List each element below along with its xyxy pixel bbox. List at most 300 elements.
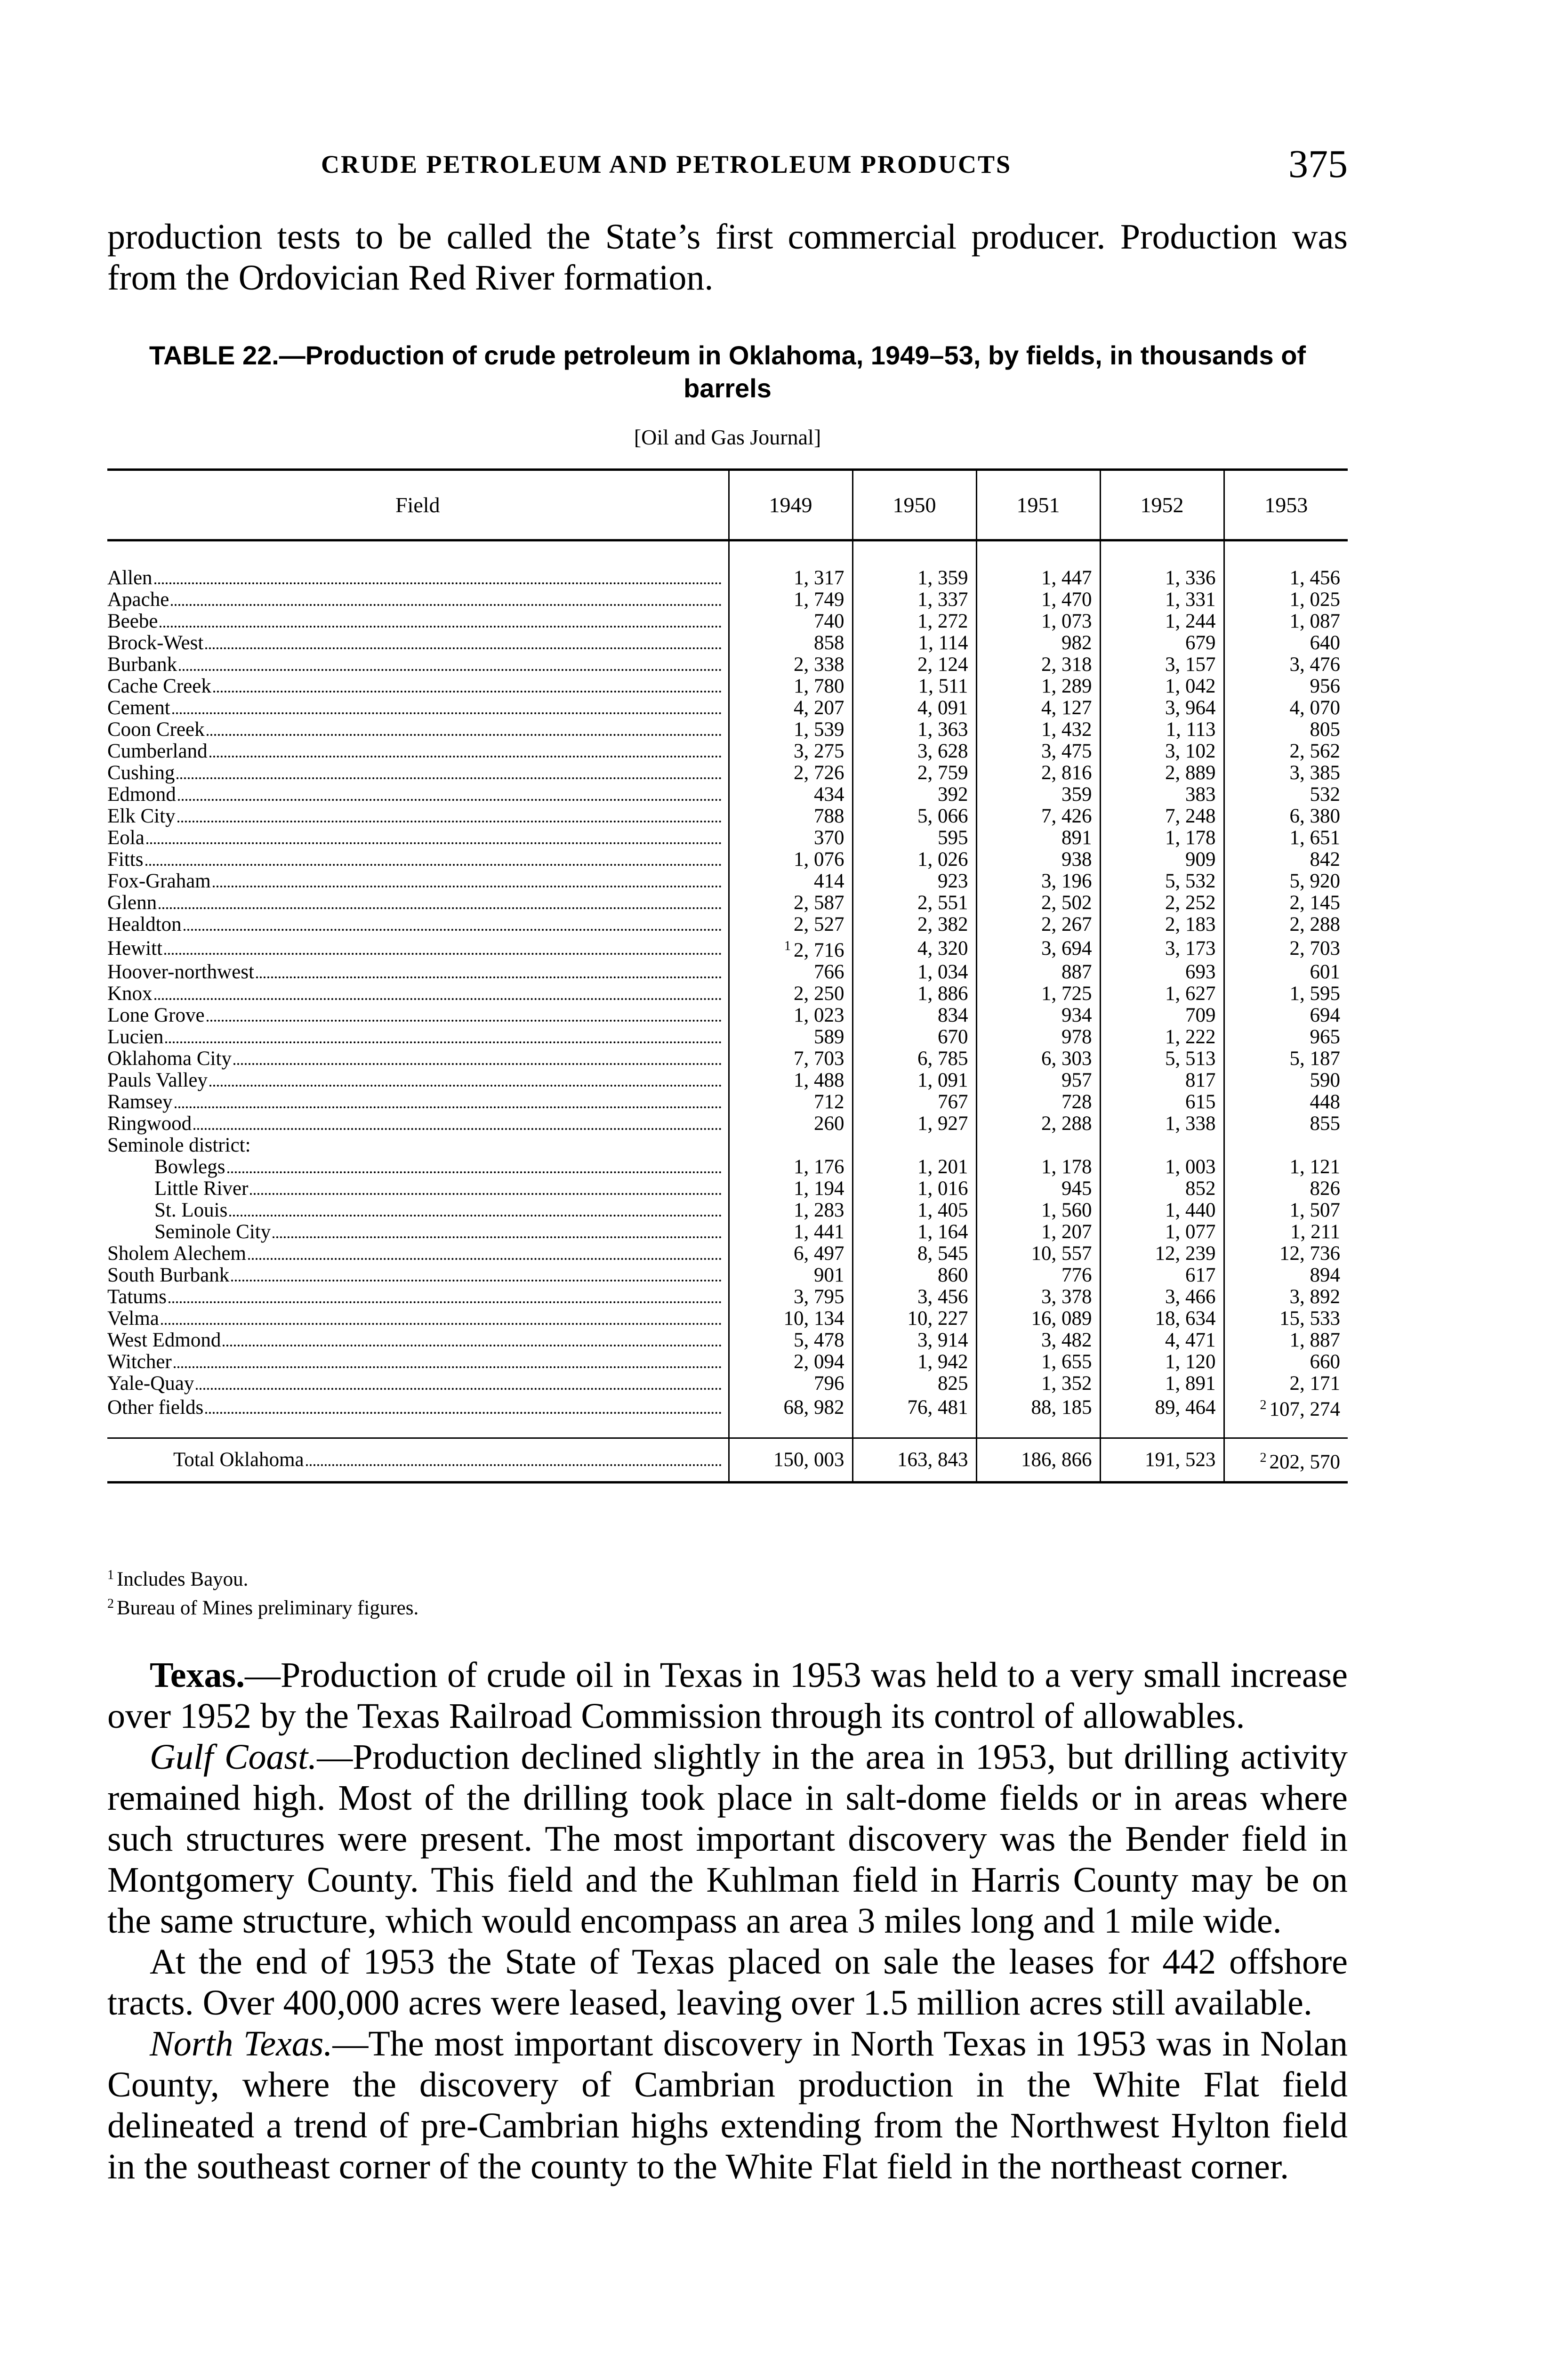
- table-caption-block: [107, 339, 1348, 450]
- value: 76, 481: [907, 1396, 968, 1419]
- value: 2, 288: [1289, 913, 1340, 935]
- value-cell: [976, 827, 1100, 849]
- table-row: [107, 1091, 1348, 1113]
- value: 1, 560: [1041, 1199, 1092, 1221]
- value: 2, 252: [1165, 892, 1216, 914]
- value-cell: [729, 719, 852, 741]
- value: 7, 248: [1165, 805, 1216, 827]
- value: 3, 378: [1041, 1286, 1092, 1308]
- field-name-cell: [107, 1221, 729, 1243]
- value: 1, 201: [917, 1156, 968, 1178]
- dot-leader: [213, 691, 722, 693]
- column-header-1953: 1953: [1224, 470, 1348, 540]
- value: 617: [1185, 1264, 1216, 1286]
- value: 359: [1061, 783, 1092, 806]
- value: 88, 185: [1031, 1396, 1092, 1419]
- value: 589: [814, 1026, 844, 1048]
- field-name-cell: [107, 1200, 729, 1221]
- table-row: [107, 1265, 1348, 1286]
- value: 728: [1061, 1091, 1092, 1113]
- value: 1, 034: [917, 961, 968, 983]
- field-name-cell: [107, 961, 729, 983]
- value: 1, 016: [917, 1177, 968, 1200]
- dot-leader: [273, 1236, 721, 1238]
- dot-leader: [231, 1280, 721, 1282]
- table-row: [107, 914, 1348, 935]
- value: 2, 703: [1289, 937, 1340, 959]
- dot-leader: [169, 1301, 722, 1303]
- value: 3, 456: [917, 1286, 968, 1308]
- dot-leader: [209, 1085, 721, 1087]
- field-name: Hewitt: [107, 937, 163, 959]
- value: 107, 274: [1269, 1398, 1340, 1420]
- value-cell: [976, 871, 1100, 892]
- table-row: [107, 719, 1348, 741]
- value: 1, 222: [1165, 1026, 1216, 1048]
- table-row: [107, 1221, 1348, 1243]
- footnote-ref: 2: [1260, 1398, 1267, 1412]
- value: 1, 042: [1165, 675, 1216, 697]
- value: 1, 337: [917, 588, 968, 611]
- value-cell: [1100, 935, 1224, 961]
- value-cell: [1100, 676, 1224, 697]
- table-row: [107, 697, 1348, 719]
- value-cell: [1224, 697, 1348, 719]
- field-name: Lucien: [107, 1026, 164, 1048]
- value-cell: [1224, 1373, 1348, 1395]
- value-cell: [852, 1156, 976, 1178]
- value-cell: [1100, 1070, 1224, 1091]
- value: 1, 405: [917, 1199, 968, 1221]
- value: 12, 239: [1155, 1242, 1216, 1265]
- value-cell: [1100, 983, 1224, 1005]
- table-row: [107, 632, 1348, 654]
- field-name: Velma: [107, 1308, 159, 1330]
- value-cell: [729, 935, 852, 961]
- value-cell: [729, 871, 852, 892]
- value-cell: [1100, 961, 1224, 983]
- value: 1, 114: [918, 632, 968, 654]
- value: 982: [1061, 632, 1092, 654]
- value-cell: [729, 1330, 852, 1351]
- dot-leader: [154, 998, 722, 1000]
- value: 825: [938, 1372, 968, 1395]
- footnote: $^1$ Includes Bayou.: [107, 1568, 249, 1590]
- running-head-title: CRUDE PETROLEUM AND PETROLEUM PRODUCTS: [321, 150, 1012, 178]
- value: 1, 725: [1041, 983, 1092, 1005]
- field-name-cell: [107, 849, 729, 871]
- value-cell: [976, 1070, 1100, 1091]
- value-cell: [976, 611, 1100, 632]
- dot-leader: [175, 1106, 722, 1108]
- value-cell: [729, 632, 852, 654]
- value-cell: [852, 827, 976, 849]
- value-cell: [976, 1005, 1100, 1026]
- value: 938: [1061, 848, 1092, 871]
- field-name: South Burbank: [107, 1265, 230, 1286]
- dot-leader: [154, 582, 722, 584]
- value: 1, 113: [1166, 718, 1216, 741]
- column-header-1950: 1950: [852, 470, 976, 540]
- value-cell: [1100, 1091, 1224, 1113]
- field-name: West Edmond: [107, 1330, 221, 1351]
- value: 18, 634: [1155, 1307, 1216, 1330]
- value: 2, 250: [794, 983, 844, 1005]
- dot-leader: [145, 864, 722, 866]
- value: 2, 716: [794, 939, 844, 961]
- value: 1, 164: [917, 1221, 968, 1243]
- value-cell: [1224, 611, 1348, 632]
- value-cell: [1224, 961, 1348, 983]
- value: 5, 187: [1289, 1048, 1340, 1070]
- paragraph-gulf-coast: Gulf Coast.—Production declined slightly in the area in 1953, but drilling activity remained high. Most of the drilling took place in salt-dome fields or in areas where such structures were present. The most important discovery was the Bender field in Montgomery County. This field and the Kuhlman field in Harris County may be on the same structure, which would encompass an area 3 miles long and 1 mile wide.: [107, 1737, 1348, 1941]
- value-cell: [1100, 892, 1224, 914]
- value: 3, 157: [1165, 653, 1216, 676]
- value: 7, 703: [794, 1048, 844, 1070]
- column-header-1951: 1951: [976, 470, 1100, 540]
- value: 1, 289: [1041, 675, 1092, 697]
- value-cell: [1100, 1286, 1224, 1308]
- value-cell: [976, 806, 1100, 827]
- value: 2, 382: [917, 913, 968, 935]
- value-cell: [729, 1026, 852, 1048]
- value: 909: [1185, 848, 1216, 871]
- value-cell: [729, 1395, 852, 1420]
- value: 3, 466: [1165, 1286, 1216, 1308]
- table-caption: TABLE 22.—Production of crude petroleum in Oklahoma, 1949–53, by fields, in thousands of barrels: [149, 340, 1306, 403]
- value: 1, 317: [794, 567, 844, 589]
- value-cell: [1100, 806, 1224, 827]
- value-cell: [1100, 1395, 1224, 1420]
- value: 1, 121: [1289, 1156, 1340, 1178]
- page-number: 375: [1288, 142, 1348, 186]
- group-label-row: [107, 1135, 1348, 1156]
- field-name: Bowlegs: [154, 1156, 225, 1178]
- value-cell: [852, 1395, 976, 1420]
- field-name: Oklahoma City: [107, 1048, 232, 1070]
- field-name: Elk City: [107, 806, 176, 827]
- field-name-cell: [107, 611, 729, 632]
- table-row: [107, 611, 1348, 632]
- value-cell: [1100, 1330, 1224, 1351]
- value-cell: [729, 784, 852, 806]
- value-cell: [1100, 1026, 1224, 1048]
- value-cell: [1100, 567, 1224, 589]
- field-name-cell: [107, 654, 729, 676]
- dot-leader: [171, 604, 721, 606]
- value-cell: [729, 611, 852, 632]
- value-cell: [976, 1156, 1100, 1178]
- value-cell: [852, 1351, 976, 1373]
- table-row: [107, 1308, 1348, 1330]
- dot-leader: [160, 626, 721, 628]
- value: 4, 127: [1041, 697, 1092, 719]
- value: 191, 523: [1145, 1449, 1216, 1471]
- field-name-cell: [107, 1005, 729, 1026]
- value-cell: [729, 567, 852, 589]
- value: 370: [814, 827, 844, 849]
- dot-leader: [177, 777, 721, 779]
- paragraph-north-texas: North Texas.—The most important discovery in North Texas in 1953 was in Nolan County, where the discovery of Cambrian production in the White Flat field delineated a trend of pre-Cambrian highs extending from the Northwest Hylton field in the southeast corner of the county to the White Flat field in the northeast corner.: [107, 2024, 1348, 2186]
- value-cell: [852, 806, 976, 827]
- value: 3, 475: [1041, 740, 1092, 762]
- field-name: Eola: [107, 827, 145, 849]
- footnote-ref: 2: [1260, 1450, 1267, 1465]
- value-cell: [1224, 1026, 1348, 1048]
- field-name-cell: [107, 1373, 729, 1395]
- table-row: [107, 589, 1348, 611]
- value-cell: [852, 719, 976, 741]
- value-cell: [1224, 983, 1348, 1005]
- value: 693: [1185, 961, 1216, 983]
- value-cell: [729, 1156, 852, 1178]
- value-cell: [1224, 1091, 1348, 1113]
- value-cell: [1224, 1286, 1348, 1308]
- value: 8, 545: [917, 1242, 968, 1265]
- value-cell: [1100, 871, 1224, 892]
- value-cell: [852, 611, 976, 632]
- value: 901: [814, 1264, 844, 1286]
- value: 4, 070: [1289, 697, 1340, 719]
- dot-leader: [207, 734, 722, 736]
- value-cell: [729, 1438, 852, 1483]
- value: 2, 124: [917, 653, 968, 676]
- paragraph-offshore: At the end of 1953 the State of Texas placed on sale the leases for 442 offshore tracts. Over 400,000 acres were leased, leaving over 1.5 million acres still available.: [107, 1942, 1348, 2023]
- value: 3, 385: [1289, 762, 1340, 784]
- field-name-cell: [107, 1351, 729, 1373]
- field-name: Allen: [107, 567, 153, 589]
- value: 1, 447: [1041, 567, 1092, 589]
- value: 10, 134: [783, 1307, 844, 1330]
- value-cell: [976, 1438, 1100, 1483]
- value: 1, 076: [794, 848, 844, 871]
- value-cell: [729, 1243, 852, 1265]
- value: 2, 816: [1041, 762, 1092, 784]
- value: 1, 003: [1165, 1156, 1216, 1178]
- value-cell: [1224, 1351, 1348, 1373]
- value-cell: [729, 1070, 852, 1091]
- paragraph-texas: Texas.—Production of crude oil in Texas in 1953 was held to a very small increase over 1952 by the Texas Railroad Commission through its control of allowables.: [107, 1655, 1348, 1736]
- value-cell: [729, 1048, 852, 1070]
- body-text: [107, 1655, 1348, 2187]
- value-cell: [976, 1395, 1100, 1420]
- value-cell: [1224, 1221, 1348, 1243]
- value: 1, 338: [1165, 1113, 1216, 1135]
- value: 679: [1185, 632, 1216, 654]
- field-name-cell: [107, 1395, 729, 1420]
- value: 1, 432: [1041, 718, 1092, 741]
- column-header-1949: 1949: [729, 470, 852, 540]
- value-cell: [852, 1265, 976, 1286]
- value-cell: [852, 1048, 976, 1070]
- value: 1, 780: [794, 675, 844, 697]
- field-name-cell: [107, 806, 729, 827]
- value-cell: [976, 935, 1100, 961]
- value-cell: [1100, 1243, 1224, 1265]
- value: 1, 077: [1165, 1221, 1216, 1243]
- value: 150, 003: [773, 1449, 844, 1471]
- value: 894: [1310, 1264, 1340, 1286]
- table-row: [107, 892, 1348, 914]
- value: 3, 795: [794, 1286, 844, 1308]
- table-row: [107, 676, 1348, 697]
- table-row: [107, 1243, 1348, 1265]
- table-row: [107, 1156, 1348, 1178]
- value-cell: [1224, 1156, 1348, 1178]
- value: 1, 927: [917, 1113, 968, 1135]
- dot-leader: [184, 929, 722, 931]
- intro-paragraph: production tests to be called the State’s first commercial producer. Production was from the Ordovician Red River formation.: [107, 217, 1348, 298]
- value: 12, 736: [1279, 1242, 1340, 1265]
- field-name: Coon Creek: [107, 719, 205, 741]
- table-row: [107, 1330, 1348, 1351]
- table-row: [107, 849, 1348, 871]
- value: 796: [814, 1372, 844, 1395]
- value: 6, 380: [1289, 805, 1340, 827]
- value: 6, 303: [1041, 1048, 1092, 1070]
- field-name: St. Louis: [154, 1200, 228, 1221]
- value-cell: [852, 892, 976, 914]
- value: 186, 866: [1021, 1449, 1092, 1471]
- field-name-cell: [107, 567, 729, 589]
- dot-leader: [207, 1020, 722, 1022]
- value: 1, 272: [917, 610, 968, 632]
- field-name: Ringwood: [107, 1113, 192, 1135]
- value-cell: [1224, 1048, 1348, 1070]
- field-name: Hoover-northwest: [107, 961, 255, 983]
- dot-leader: [161, 1323, 722, 1325]
- table-row: [107, 567, 1348, 589]
- value-cell: [1100, 632, 1224, 654]
- value: 1, 283: [794, 1199, 844, 1221]
- value: 5, 066: [917, 805, 968, 827]
- value: 3, 275: [794, 740, 844, 762]
- field-name: Other fields: [107, 1396, 204, 1419]
- field-name: Ramsey: [107, 1091, 173, 1113]
- value-cell: [852, 935, 976, 961]
- value-cell: [976, 741, 1100, 762]
- value-cell: [1100, 611, 1224, 632]
- dot-leader: [233, 1063, 722, 1065]
- value-cell: [1224, 914, 1348, 935]
- field-name-cell: [107, 589, 729, 611]
- value: 766: [814, 961, 844, 983]
- table-source: [Oil and Gas Journal]: [634, 425, 821, 449]
- value-cell: [1100, 784, 1224, 806]
- value-cell: [729, 1308, 852, 1330]
- value-cell: [976, 567, 1100, 589]
- value-cell: [852, 697, 976, 719]
- value: 3, 964: [1165, 697, 1216, 719]
- value: 2, 587: [794, 892, 844, 914]
- value-cell: [852, 871, 976, 892]
- value-cell: [852, 983, 976, 1005]
- field-name-cell: [107, 871, 729, 892]
- value-cell: [852, 1200, 976, 1221]
- value: 1, 363: [917, 718, 968, 741]
- value: 1, 488: [794, 1069, 844, 1091]
- value-cell: [1100, 914, 1224, 935]
- value-cell: [729, 1265, 852, 1286]
- dot-leader: [177, 821, 722, 822]
- value: 1, 441: [794, 1221, 844, 1243]
- value: 834: [938, 1004, 968, 1026]
- value: 2, 726: [794, 762, 844, 784]
- value-cell: [976, 632, 1100, 654]
- table-row: [107, 654, 1348, 676]
- value-cell: [976, 1026, 1100, 1048]
- value: 1, 595: [1289, 983, 1340, 1005]
- value: 2, 267: [1041, 913, 1092, 935]
- field-name-cell: [107, 1091, 729, 1113]
- value-cell: [852, 914, 976, 935]
- value: 891: [1061, 827, 1092, 849]
- value: 434: [814, 783, 844, 806]
- value: 1, 178: [1041, 1156, 1092, 1178]
- value: 694: [1310, 1004, 1340, 1026]
- field-name: Fitts: [107, 849, 144, 871]
- value: 1, 887: [1289, 1329, 1340, 1351]
- value: 2, 094: [794, 1351, 844, 1373]
- value-cell: [976, 589, 1100, 611]
- value-cell: [729, 892, 852, 914]
- value-cell: [1100, 719, 1224, 741]
- value: 852: [1185, 1177, 1216, 1200]
- value-cell: [1224, 654, 1348, 676]
- value-cell: [729, 676, 852, 697]
- value-cell: [1224, 849, 1348, 871]
- value: 1, 440: [1165, 1199, 1216, 1221]
- field-name: Total Oklahoma: [173, 1449, 304, 1471]
- value: 1, 456: [1289, 567, 1340, 589]
- value: 448: [1310, 1091, 1340, 1113]
- value-cell: [729, 1178, 852, 1200]
- field-name: Lone Grove: [107, 1005, 205, 1026]
- value: 5, 920: [1289, 870, 1340, 892]
- table-row: [107, 1200, 1348, 1221]
- field-name-cell: [107, 1026, 729, 1048]
- value-cell: [1224, 589, 1348, 611]
- value-cell: [729, 1091, 852, 1113]
- dot-leader: [223, 1345, 721, 1346]
- value: 767: [938, 1091, 968, 1113]
- dot-leader: [209, 756, 722, 758]
- value: 15, 533: [1279, 1307, 1340, 1330]
- dot-leader: [205, 647, 721, 649]
- table-header-row: [107, 470, 1348, 540]
- value-cell: [976, 983, 1100, 1005]
- value-cell: [729, 983, 852, 1005]
- group-label: Seminole district:: [107, 1134, 251, 1156]
- dot-leader: [256, 976, 721, 978]
- spacer-row: [107, 540, 1348, 568]
- value: 615: [1185, 1091, 1216, 1113]
- value-cell: [976, 1221, 1100, 1243]
- value-cell: [976, 914, 1100, 935]
- dot-leader: [179, 669, 721, 671]
- value: 660: [1310, 1351, 1340, 1373]
- value: 1, 627: [1165, 983, 1216, 1005]
- field-name-cell: [107, 697, 729, 719]
- value-cell: [729, 1221, 852, 1243]
- value: 89, 464: [1155, 1396, 1216, 1419]
- value-cell: [852, 762, 976, 784]
- dot-leader: [164, 953, 721, 955]
- field-name: Beebe: [107, 611, 158, 632]
- value: 1, 942: [917, 1351, 968, 1373]
- value: 1, 655: [1041, 1351, 1092, 1373]
- value-cell: [1224, 1308, 1348, 1330]
